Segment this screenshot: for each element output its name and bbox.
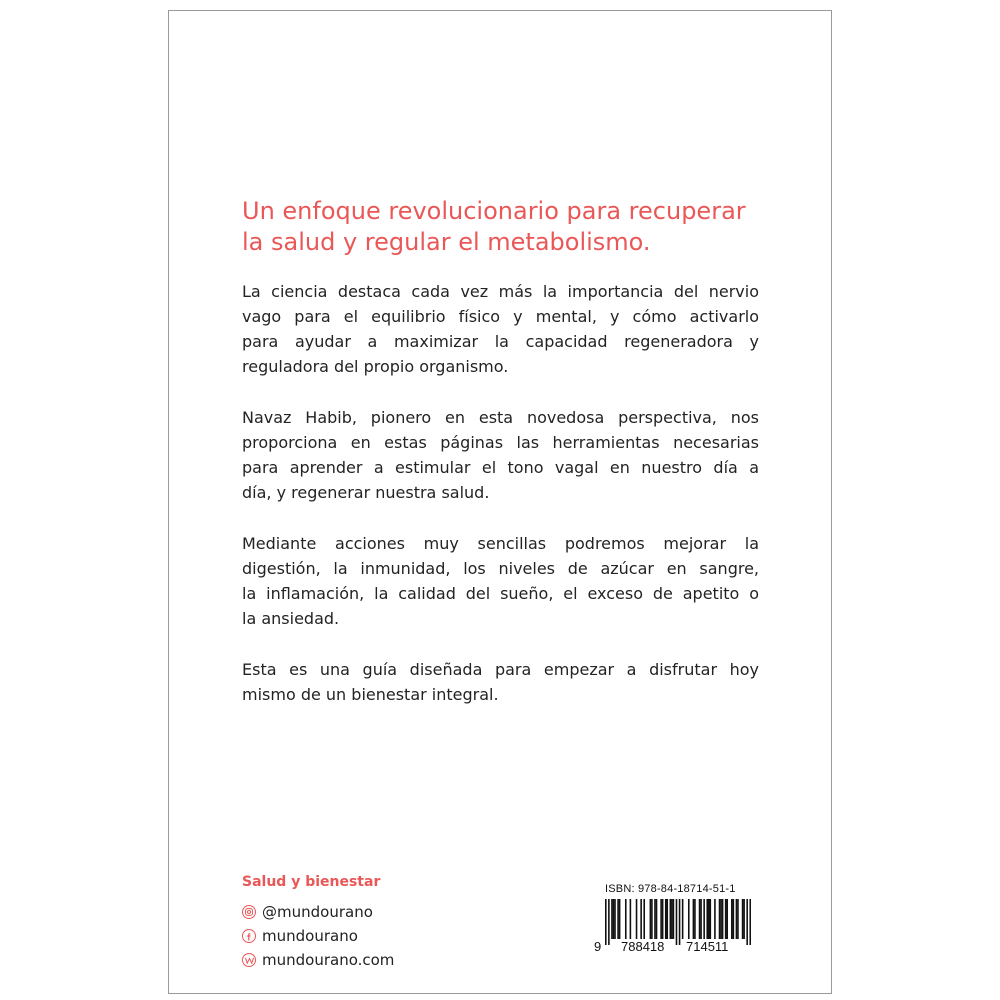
- social-handle: mundourano.com: [262, 951, 395, 969]
- isbn-label: ISBN: 978-84-18714-51-1: [605, 883, 736, 895]
- barcode-digit-first: 9: [594, 939, 602, 954]
- headline-line: Un enfoque revolucionario para recuperar: [242, 197, 746, 225]
- barcode-bar: [650, 899, 652, 939]
- barcode-bar: [662, 899, 664, 939]
- paragraph-line: proporciona en estas páginas las herramientas necesarias: [242, 433, 759, 452]
- barcode-bar: [722, 899, 724, 939]
- cover-text: [242, 196, 759, 733]
- barcode-bar: [613, 899, 615, 939]
- barcode-bar: [640, 899, 642, 939]
- barcode-bar: [708, 899, 710, 939]
- barcode-guard-bar: [679, 899, 681, 945]
- barcode-bar: [706, 899, 708, 939]
- barcode-bar: [625, 899, 627, 939]
- barcode-bar: [736, 899, 738, 939]
- paragraph-line: la inflamación, la calidad del sueño, el exceso de apetito o: [242, 584, 759, 603]
- web-icon: [242, 953, 256, 967]
- barcode-guard-bar: [605, 899, 607, 945]
- paragraph-line: mismo de un bienestar integral.: [242, 685, 499, 704]
- barcode-bar: [666, 899, 668, 939]
- headline-line: la salud y regular el metabolismo.: [242, 228, 651, 256]
- barcode-bar: [700, 899, 702, 939]
- paragraph-line: reguladora del propio organismo.: [242, 357, 509, 376]
- paragraph-line: La ciencia destaca cada vez más la importancia del nervio: [242, 282, 759, 301]
- paragraph-line: para aprender a estimular el tono vagal en nuestro día a: [242, 458, 759, 477]
- paragraph-line: Mediante acciones muy sencillas podremos mejorar la: [242, 534, 759, 553]
- barcode-bar: [617, 899, 619, 939]
- barcode-bar: [693, 899, 695, 939]
- instagram-icon: [242, 905, 256, 919]
- paragraph-benefits: [242, 531, 759, 631]
- paragraph-line: Navaz Habib, pionero en esta novedosa perspectiva, nos: [242, 408, 759, 427]
- back-cover: [168, 10, 832, 994]
- paragraph-line: para ayudar a maximizar la capacidad regeneradora y: [242, 332, 759, 351]
- social-web[interactable]: [242, 949, 394, 971]
- barcode-bar: [654, 899, 656, 939]
- barcode-bar: [731, 899, 733, 939]
- barcode-guard-bar: [749, 899, 751, 945]
- barcode-bar: [726, 899, 728, 939]
- barcode-bar: [742, 899, 744, 939]
- barcode-bar: [710, 899, 712, 939]
- barcode-digits-right: 714511: [686, 939, 729, 954]
- barcode-bar: [725, 899, 727, 939]
- headline: [242, 196, 759, 258]
- paragraph-line: día, y regenerar nuestra salud.: [242, 483, 490, 502]
- barcode-digits: [594, 939, 751, 959]
- barcode-bar: [733, 899, 735, 939]
- social-handle: mundourano: [262, 927, 358, 945]
- barcode-bar: [611, 899, 613, 939]
- isbn-barcode: [594, 883, 751, 959]
- social-handle: @mundourano: [262, 903, 373, 921]
- paragraph-line: Esta es una guía diseñada para empezar a disfrutar hoy: [242, 660, 759, 679]
- barcode-bar: [671, 899, 673, 939]
- barcode-bar: [703, 899, 705, 939]
- barcode-bar: [656, 899, 658, 939]
- barcode-bar: [743, 899, 745, 939]
- barcode-bar: [673, 899, 675, 939]
- barcode-digits-left: 788418: [621, 939, 665, 954]
- barcode-bar: [694, 899, 696, 939]
- barcode-bar: [682, 899, 684, 939]
- social-instagram[interactable]: [242, 901, 394, 923]
- paragraph-intro: [242, 279, 759, 379]
- barcode-guard-bar: [608, 899, 610, 945]
- barcode-guard-bar: [746, 899, 748, 945]
- barcode-bar: [630, 899, 632, 939]
- publisher-footer: [242, 873, 394, 973]
- facebook-icon: [242, 929, 256, 943]
- paragraph-author: [242, 405, 759, 505]
- barcode-bar: [651, 899, 653, 939]
- barcode-bar: [699, 899, 701, 939]
- barcode-bar: [720, 899, 722, 939]
- barcode-bar: [719, 899, 721, 939]
- paragraph-line: la ansiedad.: [242, 609, 340, 628]
- barcode-bar: [688, 899, 690, 939]
- barcode-bar: [714, 899, 716, 939]
- barcode-bar: [636, 899, 638, 939]
- barcode-guard-bar: [676, 899, 678, 945]
- barcode-bar: [660, 899, 662, 939]
- paragraph-line: digestión, la inmunidad, los niveles de azúcar en sangre,: [242, 559, 759, 578]
- barcode-bar: [619, 899, 621, 939]
- barcode-bar: [737, 899, 739, 939]
- paragraph-line: vago para el equilibrio físico y mental, y cómo activarlo: [242, 307, 759, 326]
- barcode-bar: [643, 899, 645, 939]
- barcode-bar: [614, 899, 616, 939]
- barcode-bar: [670, 899, 672, 939]
- category-label: Salud y bienestar: [242, 874, 381, 890]
- barcode-bar: [665, 899, 667, 939]
- paragraph-closing: [242, 657, 759, 707]
- social-facebook[interactable]: [242, 925, 394, 947]
